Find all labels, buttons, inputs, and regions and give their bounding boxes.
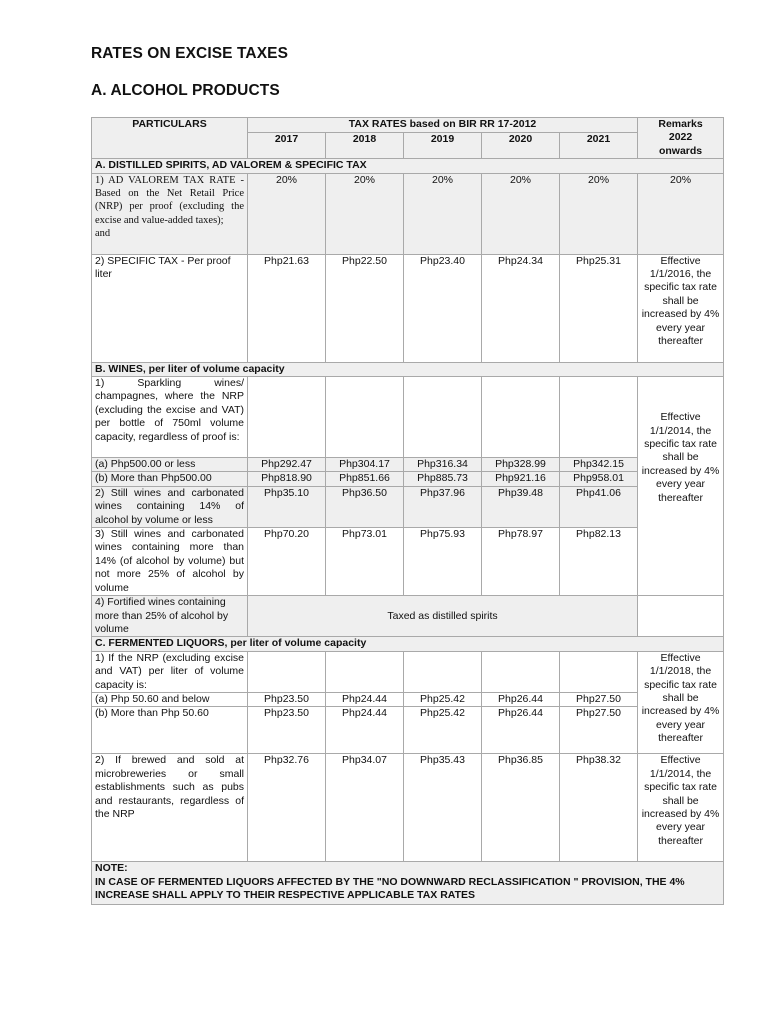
row-label: 4) Fortified wines containing more than 25% of alcohol by volume	[92, 596, 248, 637]
rate-cell: Php32.76	[248, 754, 326, 862]
rate-cell: Php34.07	[326, 754, 404, 862]
row-label: (b) More than Php 50.60	[92, 707, 248, 754]
rate-cell: Php958.01	[560, 472, 638, 486]
year-header: 2020	[482, 132, 560, 159]
table-row	[92, 651, 724, 692]
rate-cell: Php22.50	[326, 254, 404, 362]
rate-cell: 20%	[404, 173, 482, 254]
table-row	[92, 173, 724, 254]
rate-cell: Php304.17	[326, 458, 404, 472]
rate-cell: Php23.50	[248, 707, 326, 754]
row-label: 3) Still wines and carbonated wines containing more than 14% (of alcohol by volume) but not more 25% of alcohol by volume	[92, 528, 248, 596]
table-row	[92, 458, 724, 472]
table-row	[92, 754, 724, 862]
rate-cell: Php24.44	[326, 692, 404, 706]
row-label: (b) More than Php500.00	[92, 472, 248, 486]
rate-cell: Php316.34	[404, 458, 482, 472]
rate-cell: Php36.50	[326, 486, 404, 527]
rate-cell: Php27.50	[560, 692, 638, 706]
rate-cell: Php35.10	[248, 486, 326, 527]
table-row	[92, 692, 724, 706]
row-label: 1) If the NRP (excluding excise and VAT) per liter of volume capacity is:	[92, 651, 248, 692]
rate-cell: Php25.42	[404, 707, 482, 754]
row-label: (a) Php 50.60 and below	[92, 692, 248, 706]
note-box	[92, 862, 724, 904]
particulars-header: PARTICULARS	[92, 118, 248, 159]
rate-cell: 20%	[482, 173, 560, 254]
page-title: RATES ON EXCISE TAXES	[91, 45, 289, 62]
year-header: 2019	[404, 132, 482, 159]
table-row	[92, 254, 724, 362]
excise-tax-table	[91, 117, 724, 905]
rate-cell: Php38.32	[560, 754, 638, 862]
rate-cell: Php25.31	[560, 254, 638, 362]
year-header: 2021	[560, 132, 638, 159]
row-label: 1) Sparkling wines/ champagnes, where the NRP (excluding the excise and VAT) per bottle of 750ml volume capacity, regardless of proof is:	[92, 377, 248, 458]
row-label: 2) Still wines and carbonated wines containing 14% of alcohol by volume or less	[92, 486, 248, 527]
rate-cell: Php39.48	[482, 486, 560, 527]
rate-cell: Php21.63	[248, 254, 326, 362]
rate-cell: Php41.06	[560, 486, 638, 527]
tax-rates-header: TAX RATES based on BIR RR 17-2012	[248, 118, 638, 133]
row-label: 2) If brewed and sold at microbreweries or small establishments such as pubs and restaurants, regardless of the NRP	[92, 754, 248, 862]
remark-cell: Effective 1/1/2014, the specific tax rate shall be increased by 4% every year thereafter	[638, 754, 724, 862]
rate-cell: Php70.20	[248, 528, 326, 596]
rate-cell: Php23.40	[404, 254, 482, 362]
rate-cell: Php73.01	[326, 528, 404, 596]
rate-cell: Php328.99	[482, 458, 560, 472]
table-row	[92, 707, 724, 754]
note-text: IN CASE OF FERMENTED LIQUORS AFFECTED BY THE "NO DOWNWARD RECLASSIFICATION " PROVISION, THE 4% INCREASE SHALL APPLY TO THEIR RESPECTIVE APPLICABLE TAX RATES	[95, 875, 685, 902]
year-header: 2017	[248, 132, 326, 159]
rate-cell: Php35.43	[404, 754, 482, 862]
rate-cell: Php36.85	[482, 754, 560, 862]
rate-cell: Php27.50	[560, 707, 638, 754]
rate-cell: Php292.47	[248, 458, 326, 472]
rate-cell: Php26.44	[482, 707, 560, 754]
table-row	[92, 486, 724, 527]
rate-cell: Php851.66	[326, 472, 404, 486]
rate-cell: Php24.34	[482, 254, 560, 362]
note-heading: NOTE:	[95, 862, 128, 875]
rate-cell: Php24.44	[326, 707, 404, 754]
remark-cell: Effective 1/1/2016, the specific tax rate shall be increased by 4% every year thereafter	[638, 254, 724, 362]
table-row	[92, 596, 724, 637]
section-title: A. ALCOHOL PRODUCTS	[91, 82, 280, 99]
section-b-heading: B. WINES, per liter of volume capacity	[92, 362, 724, 376]
table-row	[92, 528, 724, 596]
remark-cell: 20%	[638, 173, 724, 254]
rate-cell: Php818.90	[248, 472, 326, 486]
table-row	[92, 377, 724, 458]
rate-cell: Php37.96	[404, 486, 482, 527]
remark-cell: Effective 1/1/2018, the specific tax rate shall be increased by 4% every year thereafter	[638, 651, 724, 754]
merged-rate-cell: Taxed as distilled spirits	[248, 596, 638, 637]
remarks-header: Remarks 2022 onwards	[638, 118, 724, 159]
rate-cell: Php82.13	[560, 528, 638, 596]
rate-cell: Php921.16	[482, 472, 560, 486]
table-row	[92, 472, 724, 486]
rate-cell: 20%	[560, 173, 638, 254]
year-header: 2018	[326, 132, 404, 159]
rate-cell: 20%	[248, 173, 326, 254]
rate-cell: Php75.93	[404, 528, 482, 596]
rate-cell: Php885.73	[404, 472, 482, 486]
rate-cell: Php26.44	[482, 692, 560, 706]
rate-cell: Php342.15	[560, 458, 638, 472]
remark-cell: Effective 1/1/2014, the specific tax rate shall be increased by 4% every year thereafter	[638, 377, 724, 596]
row-label: 2) SPECIFIC TAX - Per proof liter	[92, 254, 248, 362]
rate-cell: Php78.97	[482, 528, 560, 596]
rate-cell: Php23.50	[248, 692, 326, 706]
rate-cell: Php25.42	[404, 692, 482, 706]
section-c-heading: C. FERMENTED LIQUORS, per liter of volume capacity	[92, 637, 724, 651]
row-label: 1) AD VALOREM TAX RATE - Based on the Net Retail Price (NRP) per proof (excluding the excise and value-added taxes); and	[92, 173, 248, 254]
section-a-heading: A. DISTILLED SPIRITS, AD VALOREM & SPECIFIC TAX	[92, 159, 724, 173]
row-label: (a) Php500.00 or less	[92, 458, 248, 472]
rate-cell: 20%	[326, 173, 404, 254]
